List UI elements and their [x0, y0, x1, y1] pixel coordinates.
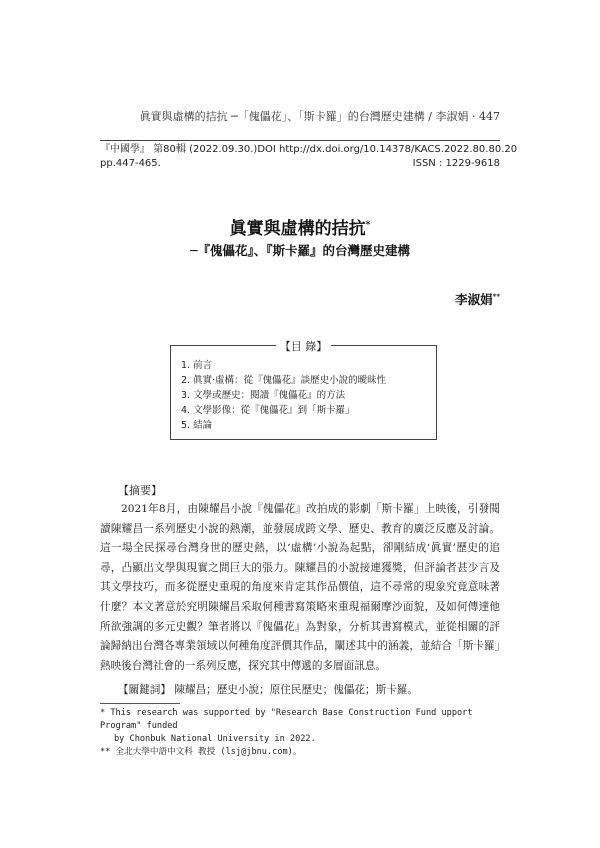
paper-title: [0, 214, 600, 239]
journal-info: 『中國學』 第80輯 (2022.09.30.): [100, 144, 258, 155]
toc-item: 1. 前言: [181, 360, 213, 371]
pubinfo-row-1: [100, 143, 518, 157]
doi-info: DOI http://dx.doi.org/10.14378/KACS.2022.80.80.20: [257, 144, 518, 155]
issn-info: ISSN : 1229-9618: [412, 158, 500, 169]
author-name: 李淑娟: [455, 292, 493, 307]
abstract-body: 2021年8月，由陳耀昌小說『傀儡花』改拍成的影劇「斯卡羅」上映後，引發閱讀陳耀昌一系列歷史小說的熱潮，並發展成跨文學、歷史、教育的廣泛反應及討論。這一場全民探尋台灣身世的歷史熱，以‘虛構’小說為起點，卻剛結成‘眞實’歷史的追尋，凸顯出文學與現實之間巨大的張力。陳耀昌的小說接連獲獎，但評論者甚少言及其文學技巧，而多從歷史重現的角度來肯定其作品價值，這不尋常的現象究竟意味著什麼？本文著意於究明陳耀昌采取何種書寫策略來重現福爾摩沙面貌，及如何傳達他所欲強調的多元史觀？筆者將以『傀儡花』為對象，分析其書寫模式，並從相關的評論歸納出台灣各專業領域以何種角度評價其作品，闡述其中的涵義，並結合「斯卡羅」熱映後台灣社會的一系列反應，探究其中傳遞的多層面訊息。: [100, 503, 500, 672]
toc-item: 3. 文學或歷史：閱讀『傀儡花』的方法: [181, 390, 346, 401]
paper-subtitle: ─『傀儡花』、『斯卡羅』的台灣歷史建構: [189, 243, 411, 258]
footnote-2: ** 全北大學中語中文科 教授 (lsj@jbnu.com)。: [100, 747, 302, 757]
toc-item: 5. 結論: [181, 420, 213, 431]
footnote-rule: [100, 703, 180, 704]
title-footnote-mark: *: [365, 220, 371, 231]
footnote-1-cont: by Chonbuk National University in 2022.: [114, 734, 316, 744]
footnote-1: * This research was supported by "Research Base Construction Fund upport Program" funded: [100, 708, 473, 731]
toc-item: 2. 眞實·虛構：從『傀儡花』談歷史小說的曖昧性: [181, 375, 387, 386]
title-text: 眞實與虛構的拮抗: [229, 219, 366, 239]
toc-item: 4. 文學影像：從『傀儡花』到「斯卡羅」: [181, 405, 355, 416]
table-of-contents: [170, 340, 437, 440]
abstract-heading: 【摘要】: [118, 484, 162, 497]
author-footnote-mark: **: [492, 291, 500, 301]
footnotes: [100, 707, 510, 759]
pubinfo-row-2: [100, 157, 500, 171]
publication-info: [100, 140, 518, 171]
running-head: 眞實與虛構的拮抗 ─「傀儡花」、「斯卡羅」的台灣歷史建構 / 李淑娟 · 447: [139, 110, 500, 123]
author: [455, 290, 500, 308]
page-range: pp.447-465.: [100, 158, 161, 169]
pubinfo-rule: [100, 140, 500, 141]
keywords: 【關鍵詞】 陳耀昌；歷史小說；原住民歷史；傀儡花；斯卡羅。: [118, 684, 418, 696]
toc-header-text: 【目 錄】: [276, 340, 332, 353]
toc-list: [171, 346, 436, 433]
toc-header: [171, 338, 436, 354]
